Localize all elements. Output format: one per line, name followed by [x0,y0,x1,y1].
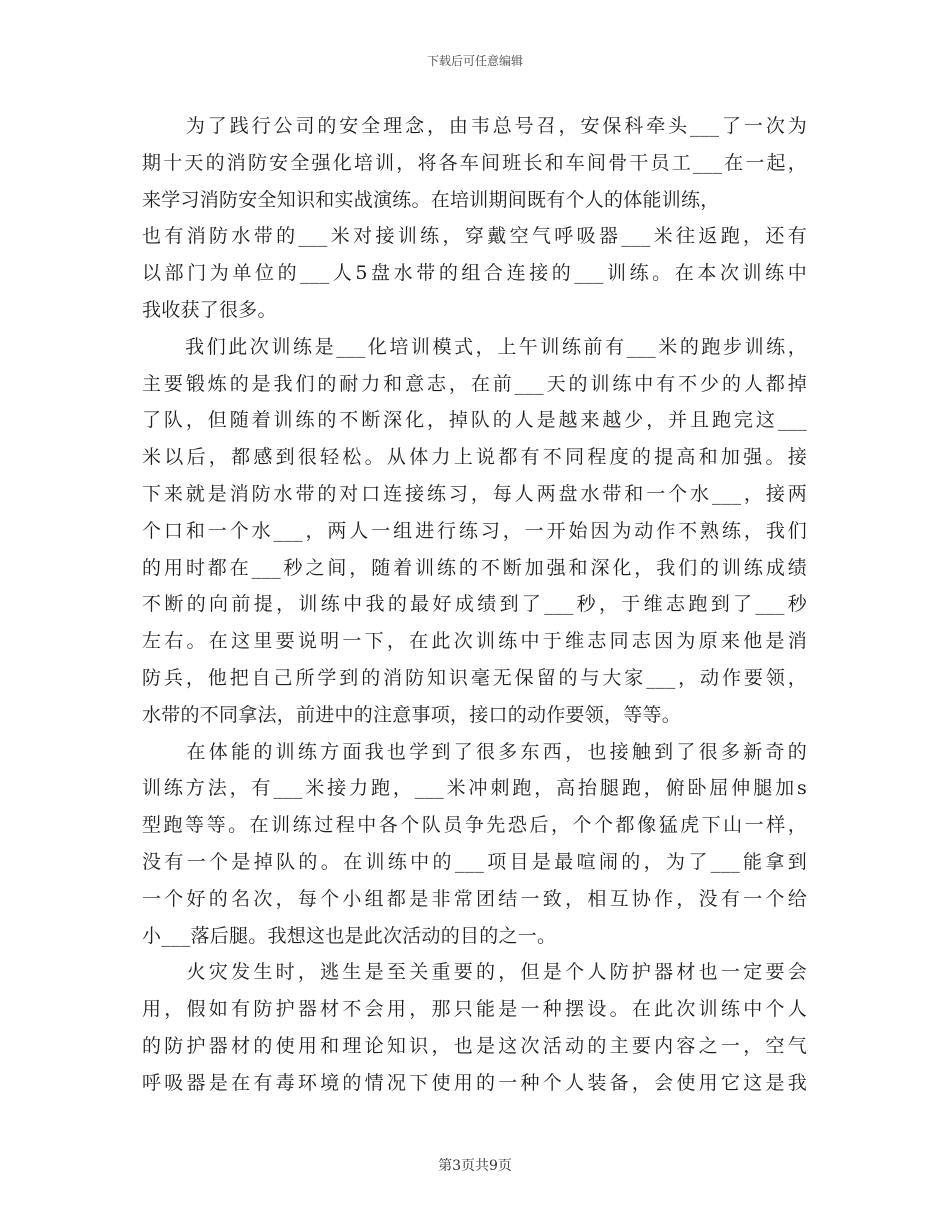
text-line: 也有消防水带的___米对接训练，穿戴空气呼吸器___米往返跑，还有 [142,225,807,248]
text-line: 下来就是消防水带的对口连接练习，每人两盘水带和一个水___，接两 [142,482,807,505]
text-line: 的用时都在___秒之间，随着训练的不断加强和深化，我们的训练成绩 [142,556,807,579]
text-line: 小___落后腿。我想这也是此次活动的目的之一。 [142,924,557,947]
text-line: 左右。在这里要说明一下，在此次训练中于维志同志因为原来他是消 [142,630,807,653]
text-line: 个口和一个水___，两人一组进行练习，一开始因为动作不熟练，我们 [142,519,807,542]
text-line: 主要锻炼的是我们的耐力和意志，在前___天的训练中有不少的人都掉 [142,372,807,395]
text-line: 用，假如有防护器材不会用，那只能是一种摆设。在此次训练中个人 [142,998,807,1021]
document-body [142,108,807,1102]
text-line: 我们此次训练是___化培训模式，上午训练前有___米的跑步训练， [142,335,807,358]
text-line: 来学习消防安全知识和实战演练。在培训期间既有个人的体能训练， [142,188,720,211]
text-line: 没有一个是掉队的。在训练中的___项目是最喧闹的，为了___能拿到 [142,850,807,873]
text-line: 火灾发生时，逃生是至关重要的，但是个人防护器材也一定要会 [142,961,807,984]
page-header: 下载后可任意编辑 [426,54,523,68]
text-line: 训练方法，有___米接力跑，___米冲刺跑，高抬腿跑，俯卧屈伸腿加s [142,777,807,800]
text-line: 呼吸器是在有毒环境的情况下使用的一种个人装备，会使用它这是我 [142,1071,807,1094]
text-line: 防兵，他把自己所学到的消防知识毫无保留的与大家___，动作要领， [142,666,807,689]
text-line: 期十天的消防安全强化培训，将各车间班长和车间骨干员工___在一起， [142,151,807,174]
text-line: 水带的不同拿法，前进中的注意事项，接口的动作要领，等等。 [142,703,682,726]
text-line: 了队，但随着训练的不断深化，掉队的人是越来越少，并且跑完这___ [142,409,807,432]
page-number: 第3页共9页 [438,1158,512,1174]
text-line: 我收获了很多。 [142,298,277,321]
text-line: 在体能的训练方面我也学到了很多东西，也接触到了很多新奇的 [142,740,807,763]
text-line: 为了践行公司的安全理念，由韦总号召，安保科牵头___了一次为 [142,115,807,137]
text-line: 型跑等等。在训练过程中各个队员争先恐后，个个都像猛虎下山一样， [142,814,807,837]
text-line: 一个好的名次，每个小组都是非常团结一致，相互协作，没有一个给 [142,887,807,910]
text-line: 不断的向前提，训练中我的最好成绩到了___秒，于维志跑到了___秒 [142,593,807,616]
text-line: 的防护器材的使用和理论知识，也是这次活动的主要内容之一，空气 [142,1034,807,1057]
text-line: 以部门为单位的___人5盘水带的组合连接的___训练。在本次训练中 [142,262,807,285]
text-line: 米以后，都感到很轻松。从体力上说都有不同程度的提高和加强。接 [142,446,807,469]
